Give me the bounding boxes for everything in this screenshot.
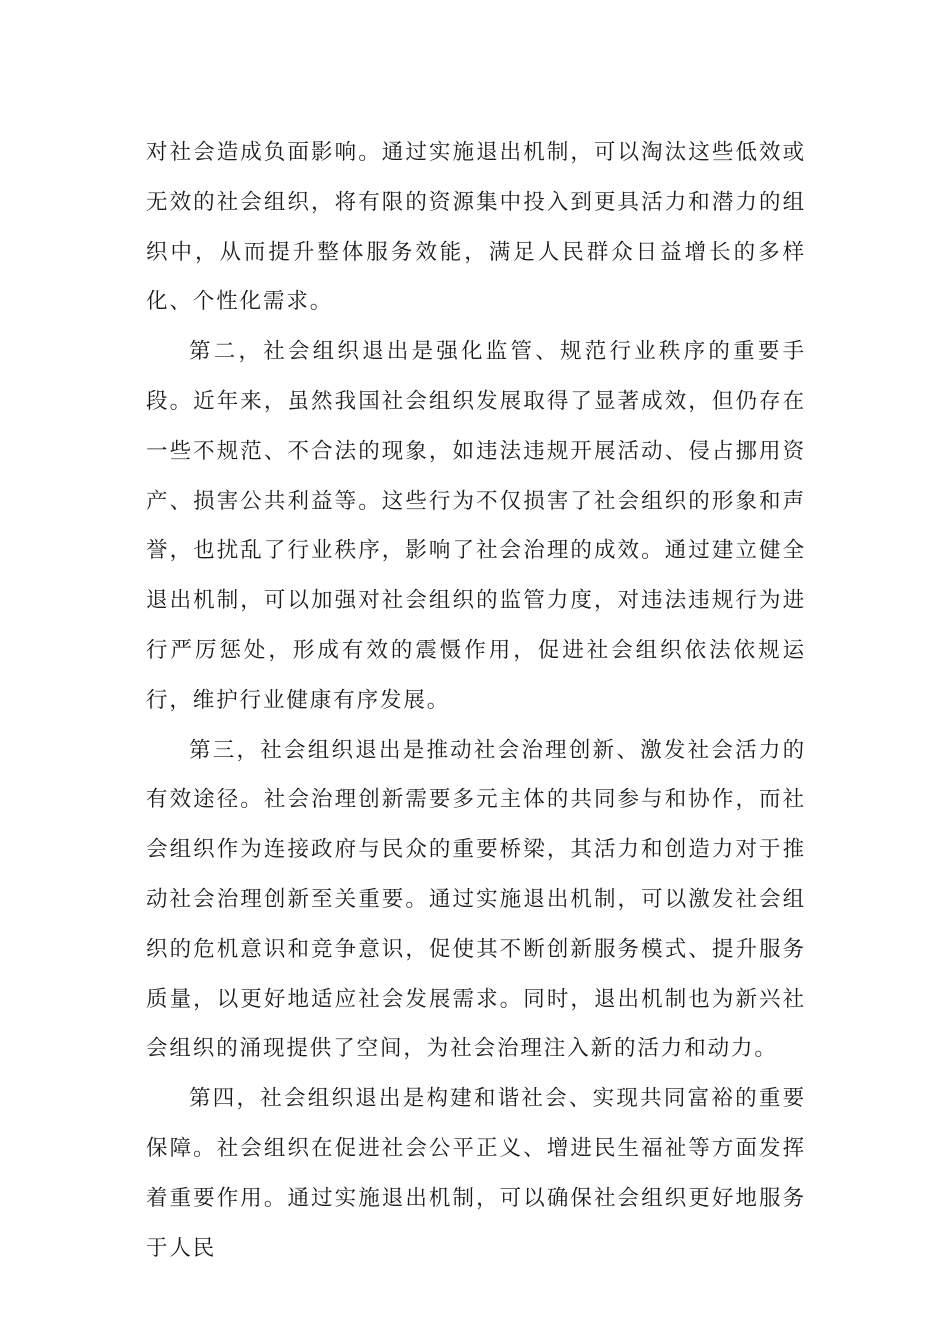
paragraph-second: 第二，社会组织退出是强化监管、规范行业秩序的重要手段。近年来，虽然我国社会组织发展取得了显著成效，但仍存在一些不规范、不合法的现象，如违法违规开展活动、侵占挪用资产、损害公共利益等。这些行为不仅损害了社会组织的形象和声誉，也扰乱了行业秩序，影响了社会治理的成效。通过建立健全退出机制，可以加强对社会组织的监管力度，对违法违规行为进行严厉惩处，形成有效的震慑作用，促进社会组织依法依规运行，维护行业健康有序发展。 — [146, 339, 806, 713]
paragraph-third: 第三，社会组织退出是推动社会治理创新、激发社会活力的有效途径。社会治理创新需要多元主体的共同参与和协作，而社会组织作为连接政府与民众的重要桥梁，其活力和创造力对于推动社会治理创新至关重要。通过实施退出机制，可以激发社会组织的危机意识和竞争意识，促使其不断创新服务模式、提升服务质量，以更好地适应社会发展需求。同时，退出机制也为新兴社会组织的涌现提供了空间，为社会治理注入新的活力和动力。 — [146, 737, 806, 1062]
paragraph-fourth: 第四，社会组织退出是构建和谐社会、实现共同富裕的重要保障。社会组织在促进社会公平正义、增进民生福祉等方面发挥着重要作用。通过实施退出机制，可以确保社会组织更好地服务于人民 — [146, 1086, 806, 1261]
document-body — [146, 128, 806, 1273]
paragraph-continuation: 对社会造成负面影响。通过实施退出机制，可以淘汰这些低效或无效的社会组织，将有限的资源集中投入到更具活力和潜力的组织中，从而提升整体服务效能，满足人民群众日益增长的多样化、个性化需求。 — [146, 140, 806, 315]
